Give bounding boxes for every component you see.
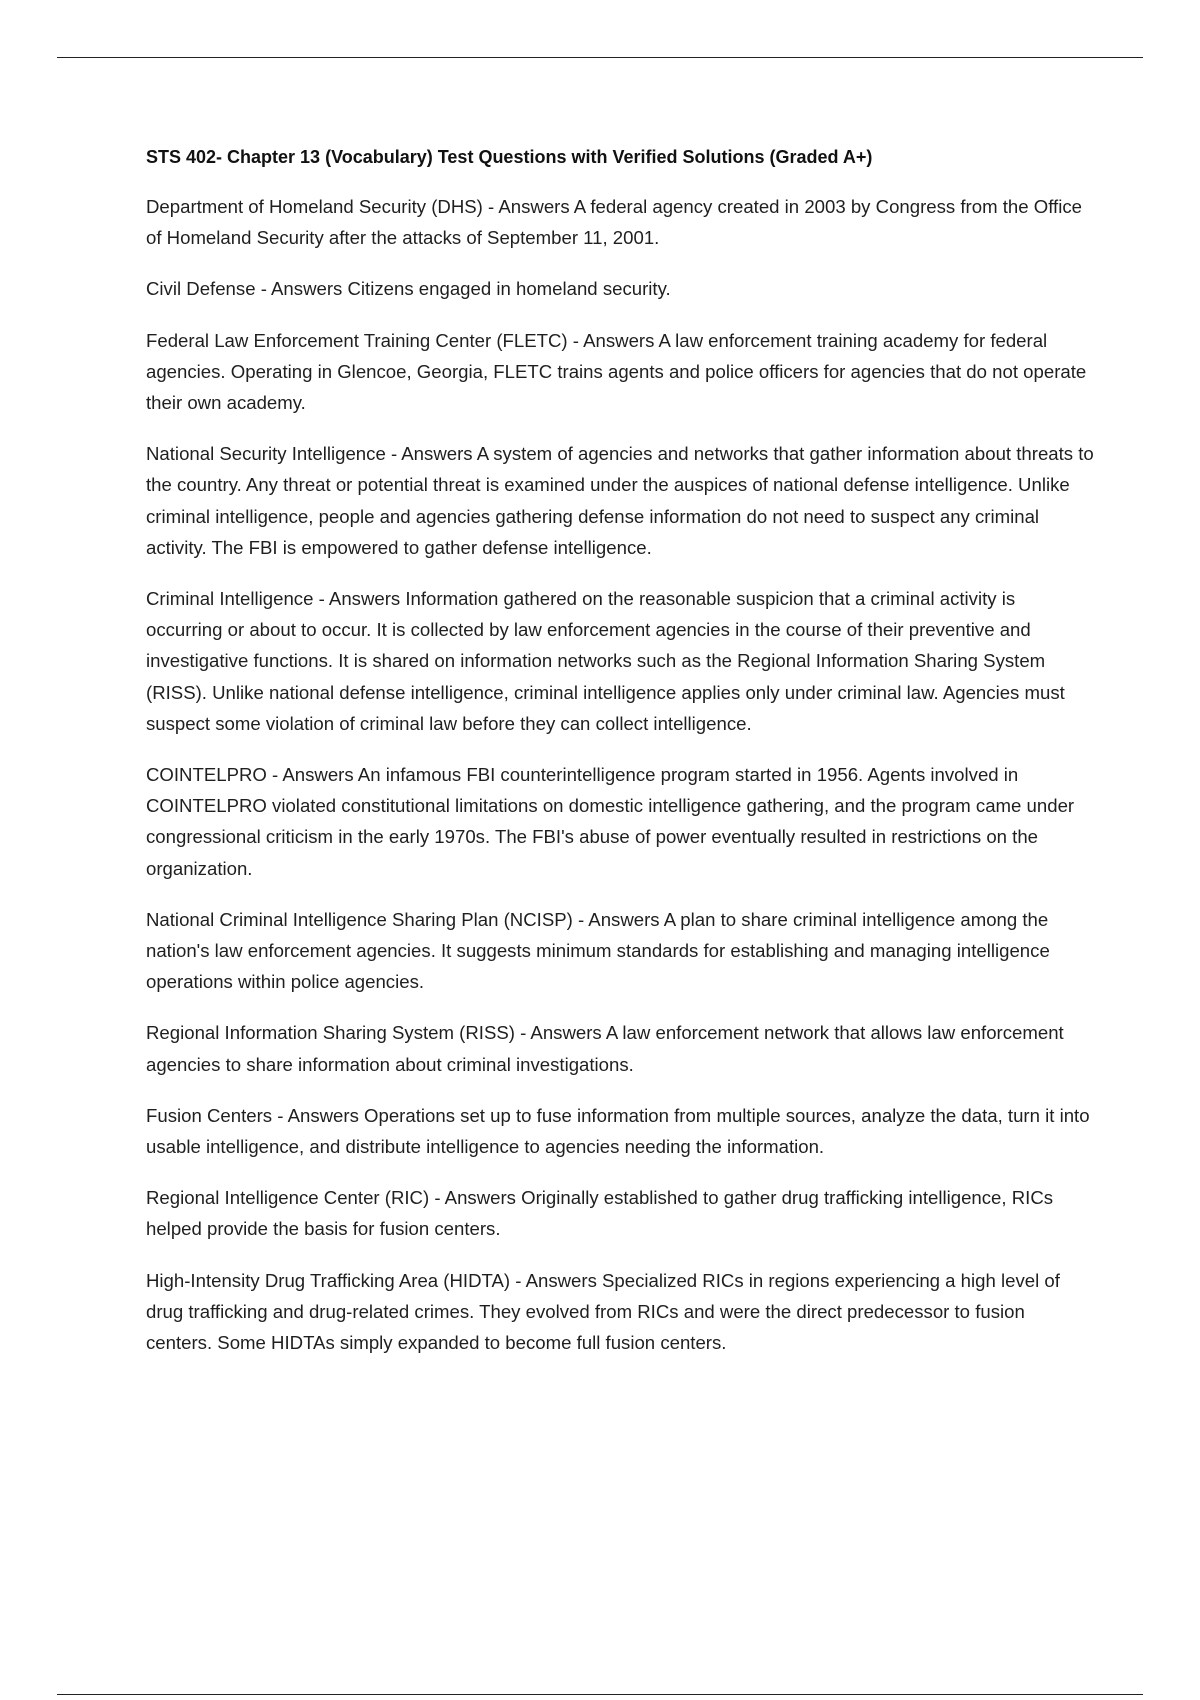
entry-riss: Regional Information Sharing System (RISS) - Answers A law enforcement network that allows law enforcement agencies to share information about criminal investigations. bbox=[146, 1022, 1064, 1075]
entry-fusion-centers: Fusion Centers - Answers Operations set up to fuse information from multiple sources, analyze the data, turn it into usable intelligence, and distribute intelligence to agencies needing the information. bbox=[146, 1104, 1090, 1158]
entry-ncisp: National Criminal Intelligence Sharing Plan (NCISP) - Answers A plan to share criminal intelligence among the nation's law enforcement agencies. It suggests minimum standards for establishing and managing intelligence operations within police agencies. bbox=[146, 908, 1050, 993]
entry-civil-defense: Civil Defense - Answers Citizens engaged in homeland security. bbox=[146, 278, 671, 300]
bottom-divider bbox=[57, 1694, 1143, 1695]
top-divider bbox=[57, 57, 1143, 58]
entry-cointelpro: COINTELPRO - Answers An infamous FBI counterintelligence program started in 1956. Agents involved in COINTELPRO violated constitutional limitations on domestic intelligence gathering, and the program came under congressional criticism in the early 1970s. The FBI's abuse of power eventually resulted in restrictions on the organization. bbox=[146, 764, 1075, 879]
entry-fletc: Federal Law Enforcement Training Center (FLETC) - Answers A law enforcement training academy for federal agencies. Operating in Glencoe, Georgia, FLETC trains agents and police officers for agencies that do not operate their own academy. bbox=[146, 329, 1087, 414]
entry-ric: Regional Intelligence Center (RIC) - Answers Originally established to gather drug trafficking intelligence, RICs helped provide the basis for fusion centers. bbox=[146, 1187, 1054, 1240]
document-body bbox=[146, 142, 1094, 1378]
document-title: STS 402- Chapter 13 (Vocabulary) Test Questions with Verified Solutions (Graded A+) bbox=[146, 147, 873, 167]
entry-national-security-intelligence: National Security Intelligence - Answers A system of agencies and networks that gather information about threats to the country. Any threat or potential threat is examined under the auspices of national defense intelligence. Unlike criminal intelligence, people and agencies gathering defense information do not need to suspect any criminal activity. The FBI is empowered to gather defense intelligence. bbox=[146, 443, 1094, 558]
entry-criminal-intelligence: Criminal Intelligence - Answers Information gathered on the reasonable suspicion that a criminal activity is occurring or about to occur. It is collected by law enforcement agencies in the course of their preventive and investigative functions. It is shared on information networks such as the Regional Information Sharing System (RISS). Unlike national defense intelligence, criminal intelligence applies only under criminal law. Agencies must suspect some violation of criminal law before they can collect intelligence. bbox=[146, 588, 1065, 734]
entry-hidta: High-Intensity Drug Trafficking Area (HIDTA) - Answers Specialized RICs in regions experiencing a high level of drug trafficking and drug-related crimes. They evolved from RICs and were the direct predecessor to fusion centers. Some HIDTAs simply expanded to become full fusion centers. bbox=[146, 1269, 1060, 1354]
entry-dhs: Department of Homeland Security (DHS) - Answers A federal agency created in 2003 by Congress from the Office of Homeland Security after the attacks of September 11, 2001. bbox=[146, 196, 1082, 249]
